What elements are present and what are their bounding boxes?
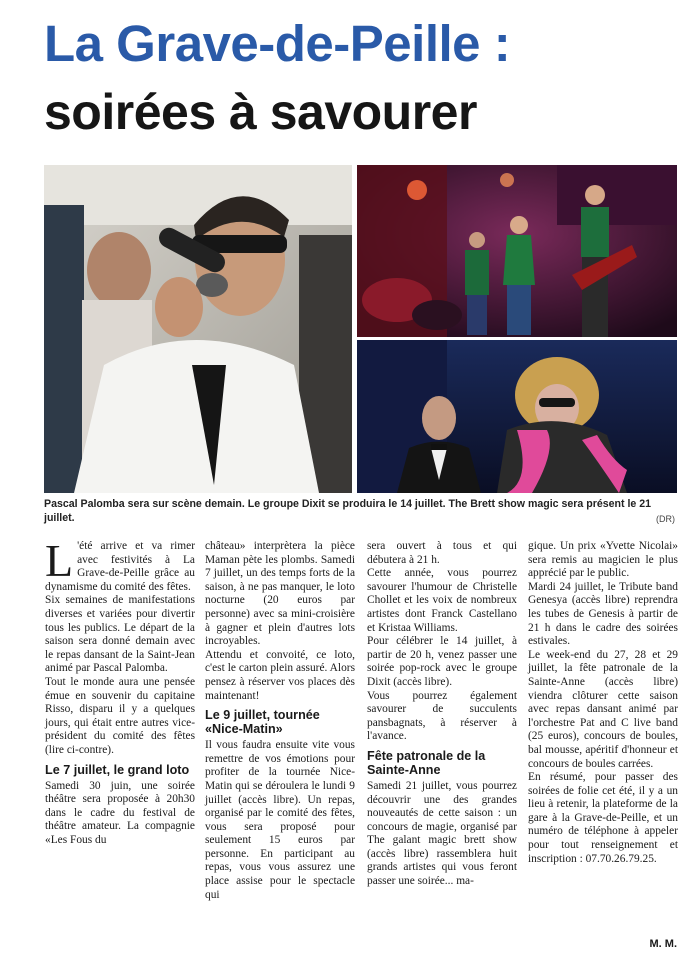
- photo-band: [357, 165, 677, 337]
- paragraph: Six semaines de manifestations diverses et variées pour divertir tous les publics. Le départ de la saison sera donné demain avec le repas dansant de la Saint-Jean animé par Pascal Palomba.: [45, 594, 195, 675]
- paragraph: Mardi 24 juillet, le Tribute band Genesya (accès libre) reprendra les tubes de Genesis à partir de 21 h dans le cadre des soirées estivales.: [528, 580, 678, 648]
- article-column-2: [205, 540, 355, 902]
- paragraph: Attendu et convoité, ce loto, c'est le carton plein assuré. Alors pensez à réserver vos places dès maintenant!: [205, 648, 355, 702]
- article-column-3: [367, 540, 517, 889]
- article-column-4: [528, 540, 678, 866]
- author-signature: M. M.: [649, 938, 677, 950]
- paragraph: En résumé, pour passer des soirées de folie cet été, il y a un lieu à retenir, la plateforme de la gare à la Grave-de-Peille, et un numéro de téléphone à appeler pour tout renseignement et inscription : 07.70.26.79.25.: [528, 771, 678, 865]
- paragraph: sera ouvert à tous et qui débutera à 21 h.: [367, 540, 517, 566]
- photo-credit: (DR): [656, 514, 675, 524]
- paragraph-text: 'été arrive et va rimer avec festivités à La Grave-de-Peille grâce au dynamisme du comité des fêtes.: [45, 540, 195, 593]
- paragraph: Vous pourrez également savourer de succulents pansbagnats, à réserver à l'avance.: [367, 689, 517, 743]
- paragraph: château» interprètera la pièce Maman pète les plombs. Samedi 7 juillet, un des temps forts de la saison, à ne pas manquer, le loto nocturne (20 euros par personne) avec sa mini-croisière à gagner et plein d'autres lots incroyables.: [205, 540, 355, 648]
- subheading: Le 9 juillet, tournée «Nice-Matin»: [205, 708, 320, 737]
- paragraph: Le week-end du 27, 28 et 29 juillet, la fête patronale de la Sainte-Anne (accès libre) viendra clôturer cette saison avec repas dansant animé par l'orchestre Pat and C live band (25 euros), concours de boules, bal mousse, apéritif d'honneur et concours de boules carrées.: [528, 648, 678, 770]
- paragraph: Samedi 30 juin, une soirée théâtre sera proposée à 20h30 dans le cadre du festival de théâtre amateur. La compagnie «Les Fous du: [45, 779, 195, 846]
- dropcap: L: [45, 535, 74, 586]
- photo-singer: [44, 165, 352, 493]
- paragraph: Cette année, vous pourrez savourer l'humour de Christelle Chollet et les voix de nombreux artistes dont Franck Castellano et Kristaa Williams.: [367, 567, 517, 634]
- paragraph: Il vous faudra ensuite vite vous remettre de vos émotions pour profiter de la tournée Nice-Matin qui se déroulera le lundi 9 juillet (accès libre). Un repas, organisé par le comité des fêtes, vous sera proposé pour seulement 15 euros par personne. En participant au repas, vous vous assurez une place assise pour le spectacle qui: [205, 739, 355, 901]
- photo-magic-show: [357, 340, 677, 493]
- subheading: Fête patronale de la Sainte-Anne: [367, 748, 486, 777]
- photo-caption: Pascal Palomba sera sur scène demain. Le groupe Dixit se produira le 14 juillet. The Brett show magic sera présent le 21 juillet.: [44, 498, 652, 524]
- paragraph: [45, 535, 195, 594]
- paragraph: Samedi 21 juillet, vous pourrez découvrir une des grandes nouveautés de cette saison : un concours de magie, organisé par The galant magic brett show (accès libre) rassemblera huit grands artistes qui vous feront passer une soirée... ma-: [367, 779, 517, 888]
- paragraph: gique. Un prix «Yvette Nicolai» sera remis au magicien le plus apprécié par le public.: [528, 540, 678, 580]
- article-column-1: [45, 535, 195, 847]
- subheading: Le 7 juillet, le grand loto: [45, 762, 190, 777]
- paragraph: Tout le monde aura une pensée émue en souvenir du capitaine Risso, disparu il y a quelques jours, qui était entre autres vice-président du comité des fêtes (lire ci-contre).: [45, 675, 195, 756]
- headline-line1: La Grave-de-Peille :: [44, 15, 511, 72]
- paragraph: Pour célébrer le 14 juillet, à partir de 20 h, venez passer une soirée pop-rock avec le groupe Dixit (accès libre).: [367, 635, 517, 688]
- headline-line2: soirées à savourer: [44, 84, 477, 140]
